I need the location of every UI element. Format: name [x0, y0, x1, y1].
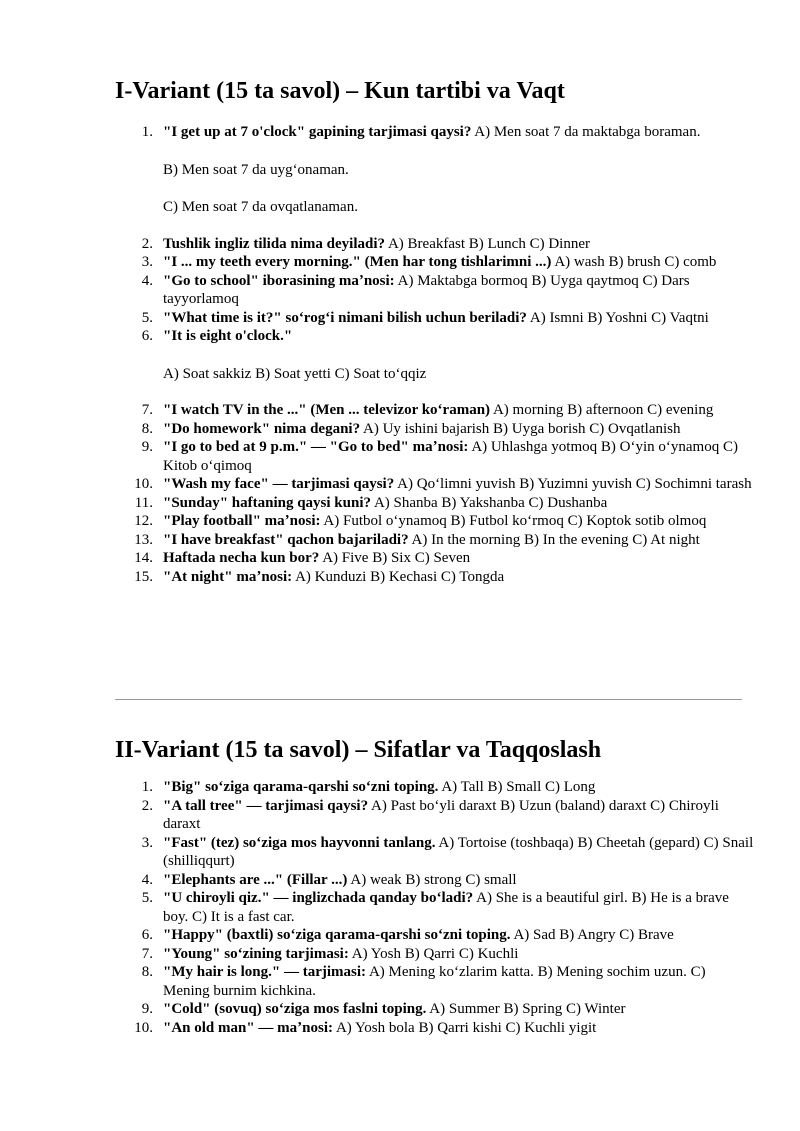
question-item	[115, 889, 755, 926]
question-item	[115, 420, 755, 439]
question-number: 7.	[141, 402, 153, 418]
question-number: 11.	[134, 494, 153, 511]
question-item	[115, 871, 755, 890]
question-item	[115, 123, 755, 217]
question-stem: "Play football" maʼnosi:	[163, 513, 321, 529]
question-number: 5.	[141, 890, 153, 906]
question-item	[115, 475, 755, 494]
question-options: A) Shanba B) Yakshanba C) Dushanba	[371, 494, 608, 511]
question-stem: "Wash my face" — tarjimasi qaysi?	[163, 476, 395, 492]
variant2-question-list	[115, 778, 755, 1037]
question-options: A) Uy ishini bajarish B) Uyga borish C) Ovqatlanish	[360, 420, 681, 437]
question-stem: "Fast" (tez) soʻziga mos hayvonni tanlang.	[163, 834, 436, 851]
question-item	[115, 945, 755, 964]
question-stem: "My hair is long." — tarjimasi:	[163, 964, 367, 980]
question-options: A) Tall B) Small C) Long	[438, 779, 596, 795]
question-stem: "Do homework" nima degani?	[163, 420, 361, 437]
question-stem: "U chiroyli qiz." — inglizchada qanday boʻladi?	[163, 890, 474, 906]
question-options: A) Mening koʻzlarim katta. B) Mening sochim uzun. C) Mening burnim kichkina.	[163, 964, 706, 999]
question-number: 3.	[141, 834, 153, 851]
question-options: A) morning B) afternoon C) evening	[490, 402, 714, 418]
question-options: A) She is a beautiful girl. B) He is a brave boy. C) It is a fast car.	[163, 890, 729, 925]
question-number: 9.	[141, 1001, 153, 1017]
question-item	[115, 549, 755, 568]
question-options: A) Yosh B) Qarri C) Kuchli	[348, 945, 519, 962]
section-divider	[115, 699, 742, 700]
question-item	[115, 401, 755, 420]
question-options: A) Maktabga bormoq B) Uyga qaytmoq C) Dars tayyorlamoq	[163, 272, 690, 307]
question-number: 10.	[134, 1019, 153, 1036]
question-stem: "What time is it?" soʻrogʻi nimani bilish uchun beriladi?	[163, 309, 527, 326]
question-stem: Tushlik ingliz tilida nima deyiladi?	[163, 235, 386, 252]
question-stem: "It is eight o'clock."	[163, 328, 293, 344]
question-item	[115, 834, 755, 871]
question-number: 13.	[134, 531, 153, 548]
question-number: 8.	[141, 420, 153, 437]
question-item	[115, 531, 755, 550]
question-options: A) Qoʻlimni yuvish B) Yuzimni yuvish C) Sochimni tarash	[394, 476, 752, 492]
question-options: A) Yosh bola B) Qarri kishi C) Kuchli yigit	[333, 1019, 597, 1036]
question-number: 9.	[141, 439, 153, 455]
question-options: A) Past boʻyli daraxt B) Uzun (baland) daraxt C) Chiroyli daraxt	[163, 797, 719, 832]
question-number: 6.	[141, 328, 153, 344]
question-number: 14.	[134, 550, 153, 566]
question-options: A) wash B) brush C) comb	[551, 254, 717, 270]
question-stem: "An old man" — maʼnosi:	[163, 1019, 334, 1036]
question-number: 12.	[134, 513, 153, 529]
question-options: A) Tortoise (toshbaqa) B) Cheetah (gepard) C) Snail (shilliqqurt)	[163, 834, 754, 869]
question-item	[115, 778, 755, 797]
question-item	[115, 494, 755, 513]
question-item	[115, 926, 755, 945]
question-options: A) Men soat 7 da maktabga boraman.	[471, 124, 701, 140]
question-stem: "Happy" (baxtli) soʻziga qarama-qarshi soʻzni toping.	[163, 927, 511, 943]
question-stem: "Young" soʻzining tarjimasi:	[163, 945, 349, 962]
question-number: 2.	[141, 797, 153, 814]
question-item	[115, 235, 755, 254]
variant1-title: I-Variant (15 ta savol) – Kun tartibi va Vaqt	[115, 78, 565, 104]
question-option-line: B) Men soat 7 da uygʻonaman.	[163, 161, 349, 178]
question-number: 8.	[141, 964, 153, 980]
question-number: 15.	[134, 568, 153, 585]
question-stem: "Go to school" iborasining maʼnosi:	[163, 272, 395, 289]
question-options: A) Ismni B) Yoshni C) Vaqtni	[526, 309, 709, 326]
question-number: 2.	[141, 235, 153, 252]
question-item	[115, 512, 755, 531]
question-item	[115, 309, 755, 328]
question-stem: "Sunday" haftaning qaysi kuni?	[163, 494, 372, 511]
question-stem: "Cold" (sovuq) soʻziga mos faslni toping.	[163, 1001, 427, 1017]
question-number: 4.	[141, 871, 153, 888]
question-item	[115, 1000, 755, 1019]
question-number: 6.	[141, 927, 153, 943]
variant2-title: II-Variant (15 ta savol) – Sifatlar va Taqqoslash	[115, 737, 602, 763]
question-stem: "I have breakfast" qachon bajariladi?	[163, 531, 409, 548]
question-stem: Haftada necha kun bor?	[163, 550, 320, 566]
question-number: 3.	[141, 254, 153, 270]
question-number: 1.	[141, 779, 153, 795]
question-item	[115, 797, 755, 834]
question-stem: "Elephants are ..." (Fillar ...)	[163, 871, 348, 888]
question-stem: "At night" maʼnosi:	[163, 568, 293, 585]
question-item	[115, 272, 755, 309]
question-item	[115, 438, 755, 475]
question-stem: "I watch TV in the ..." (Men ... televizor koʻraman)	[163, 402, 491, 418]
variant1-question-list	[115, 123, 755, 586]
question-options: A) Summer B) Spring C) Winter	[426, 1001, 626, 1017]
question-number: 4.	[141, 272, 153, 289]
question-number: 10.	[134, 476, 153, 492]
question-options: A) Kunduzi B) Kechasi C) Tongda	[292, 568, 505, 585]
question-item	[115, 1019, 755, 1038]
question-stem: "Big" soʻziga qarama-qarshi soʻzni toping.	[163, 779, 439, 795]
question-options: A) In the morning B) In the evening C) At night	[408, 531, 700, 548]
question-item	[115, 327, 755, 383]
question-options: A) Sad B) Angry C) Brave	[510, 927, 674, 943]
question-options: A) weak B) strong C) small	[347, 871, 517, 888]
question-options: A) Futbol oʻynamoq B) Futbol koʻrmoq C) Koptok sotib olmoq	[320, 513, 707, 529]
question-options: A) Uhlashga yotmoq B) Oʻyin oʻynamoq C) Kitob oʻqimoq	[163, 439, 738, 474]
question-option-line: A) Soat sakkiz B) Soat yetti C) Soat toʻqqiz	[163, 365, 427, 382]
question-stem: "I get up at 7 o'clock" gapining tarjimasi qaysi?	[163, 124, 472, 140]
question-item	[115, 963, 755, 1000]
question-stem: "I go to bed at 9 p.m." — "Go to bed" maʼnosi:	[163, 439, 469, 455]
question-option-line: C) Men soat 7 da ovqatlanaman.	[163, 199, 358, 215]
question-number: 5.	[141, 309, 153, 326]
question-number: 1.	[141, 124, 153, 140]
question-options: A) Breakfast B) Lunch C) Dinner	[385, 235, 590, 252]
question-stem: "A tall tree" — tarjimasi qaysi?	[163, 797, 369, 814]
question-item	[115, 568, 755, 587]
question-item	[115, 253, 755, 272]
question-options: A) Five B) Six C) Seven	[319, 550, 471, 566]
question-number: 7.	[141, 945, 153, 962]
question-stem: "I ... my teeth every morning." (Men har tong tishlarimni ...)	[163, 254, 552, 270]
